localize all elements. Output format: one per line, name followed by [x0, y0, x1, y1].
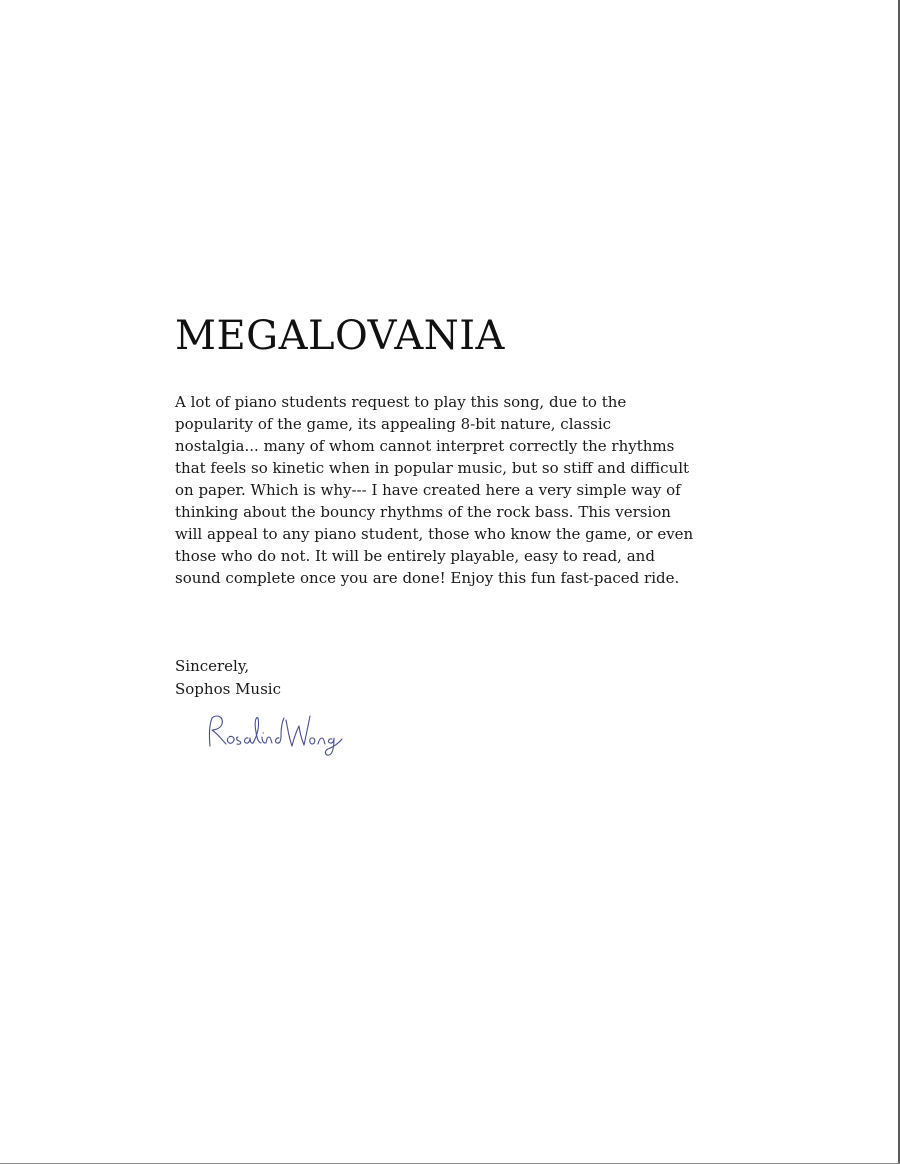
closing-block: [175, 655, 281, 701]
signer-name: Sophos Music: [175, 680, 281, 698]
paragraph-line: nostalgia... many of whom cannot interpret correctly the rhythms: [175, 437, 675, 455]
closing-salutation: Sincerely,: [175, 657, 250, 675]
page-title: MEGALOVANIA: [175, 313, 505, 359]
paragraph-line: sound complete once you are done! Enjoy this fun fast-paced ride.: [175, 569, 680, 587]
paragraph-line: will appeal to any piano student, those who know the game, or even: [175, 525, 694, 543]
paragraph-line: thinking about the bouncy rhythms of the rock bass. This version: [175, 503, 671, 521]
paragraph-line: those who do not. It will be entirely playable, easy to read, and: [175, 547, 655, 565]
paragraph-line: that feels so kinetic when in popular music, but so stiff and difficult: [175, 459, 690, 477]
handwritten-signature: [200, 708, 345, 760]
paragraph-line: A lot of piano students request to play this song, due to the: [175, 393, 627, 411]
paragraph-line: popularity of the game, its appealing 8-bit nature, classic: [175, 415, 612, 433]
paragraph-line: on paper. Which is why--- I have created here a very simple way of: [175, 481, 681, 499]
intro-paragraph: [175, 391, 735, 589]
